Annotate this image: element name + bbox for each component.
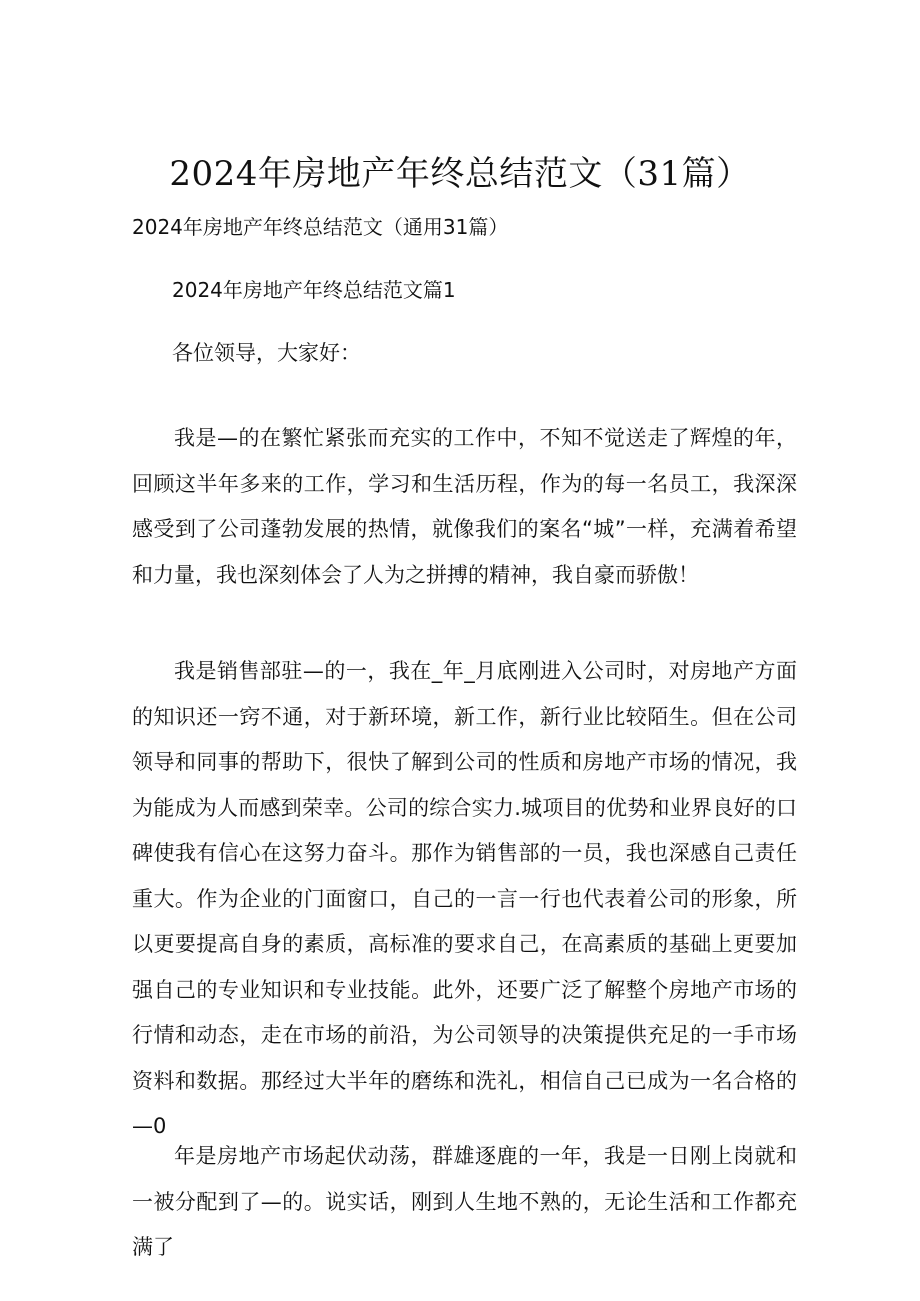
body-paragraph-1: 我是—的在繁忙紧张而充实的工作中，不知不觉送走了辉煌的年，回顾这半年多来的工作，学习和生活历程，作为的每一名员工，我深深感受到了公司蓬勃发展的热情，就像我们的案名“城”一样，充满着希望和力量，我也深刻体会了人为之拼搏的精神，我自豪而骄傲！ [132, 426, 797, 587]
greeting-line: 各位领导，大家好： [172, 341, 361, 365]
document-title: 2024年房地产年终总结范文（31篇） [169, 154, 751, 194]
body-paragraph-3: 年是房地产市场起伏动荡，群雄逐鹿的一年，我是一日刚上岗就和一被分配到了—的。说实话，刚到人生地不熟的，无论生活和工作都充满了 [132, 1144, 797, 1259]
section-heading: 2024年房地产年终总结范文篇1 [172, 278, 456, 302]
document-subtitle: 2024年房地产年终总结范文（通用31篇） [132, 215, 509, 239]
body-paragraph-2: 我是销售部驻—的一，我在_年_月底刚进入公司时，对房地产方面的知识还一窍不通，对于新环境，新工作，新行业比较陌生。但在公司领导和同事的帮助下，很快了解到公司的性质和房地产市场的情况，我为能成为人而感到荣幸。公司的综合实力.城项目的优势和业界良好的口碑使我有信心在这努力奋斗。那作为销售部的一员，我也深感自己责任重大。作为企业的门面窗口，自己的一言一行也代表着公司的形象，所以更要提高自身的素质，高标准的要求自己，在高素质的基础上更要加强自己的专业知识和专业技能。此外，还要广泛了解整个房地产市场的行情和动态，走在市场的前沿，为公司领导的决策提供充足的一手市场资料和数据。那经过大半年的磨练和洗礼，相信自己已成为一名合格的—0 [132, 659, 797, 1138]
